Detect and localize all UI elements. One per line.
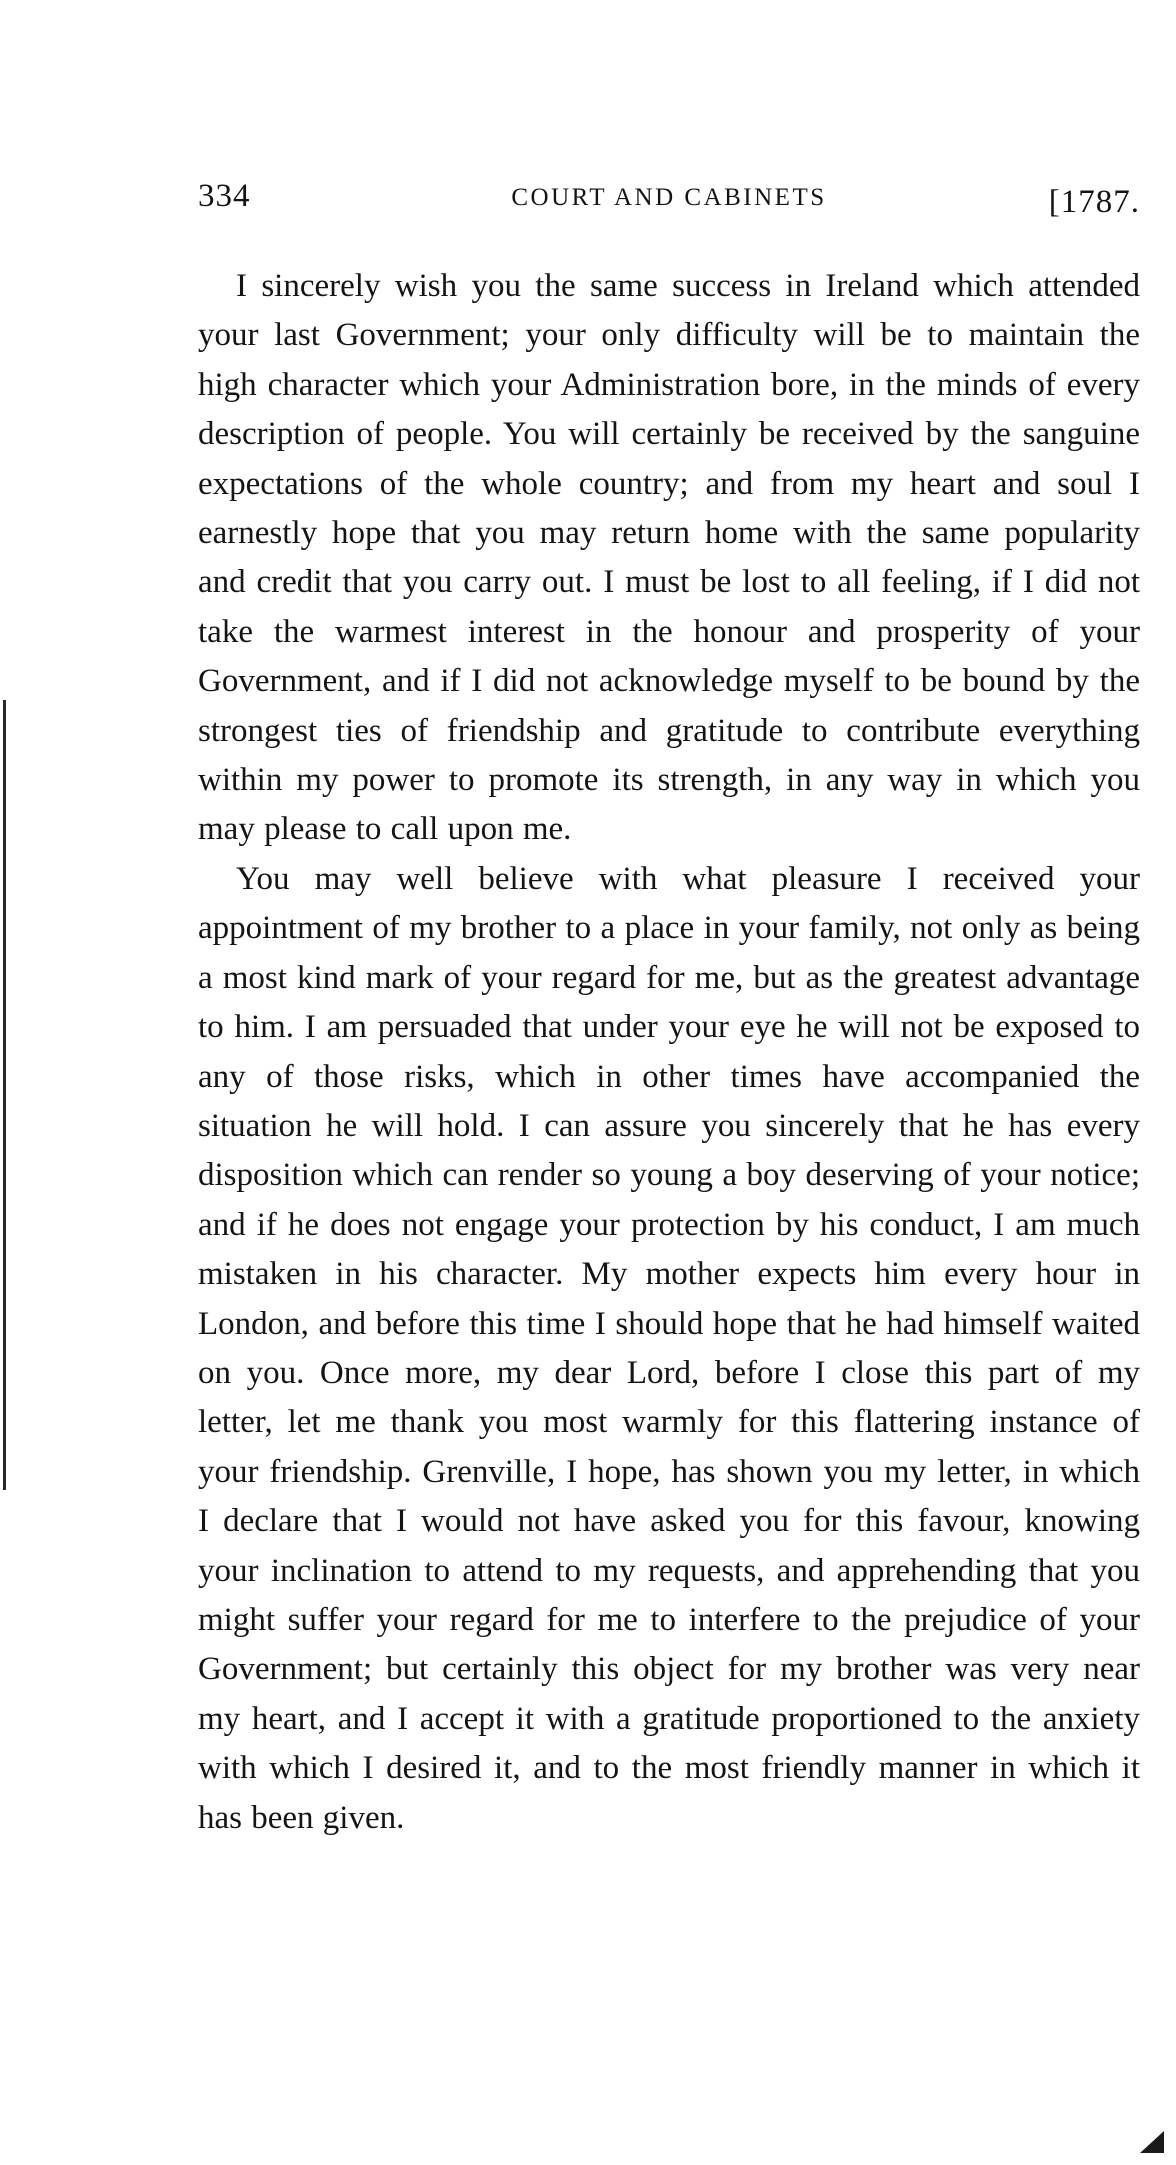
body-text [198, 262, 1140, 1843]
paragraph-1: I sincerely wish you the same success in Ireland which attended your last Government; your only difficulty will be to maintain the high character which your Administration bore, in the minds of every description of people. You will certainly be received by the sanguine expectations of the whole country; and from my heart and soul I earnestly hope that you may return home with the same popularity and credit that you carry out. I must be lost to all feeling, if I did not take the warmest interest in the honour and prosperity of your Government, and if I did not acknowledge myself to be bound by the strongest ties of friendship and gratitude to contribute everything within my power to promote its strength, in any way in which you may please to call upon me. [198, 268, 1140, 848]
scan-margin-line [3, 700, 6, 1490]
running-title: COURT AND CABINETS [511, 184, 827, 211]
paragraph-2: You may well believe with what pleasure I received your appointment of my brother to a place in your family, not only as being a most kind mark of your regard for me, but as the greatest advantage to him. I am persuaded that under your eye he will not be exposed to any of those risks, which in other times have accompanied the situation he will hold. I can assure you sincerely that he has every disposition which can render so young a boy deserving of your notice; and if he does not engage your protection by his conduct, I am much mistaken in his character. My mother expects him every hour in London, and before this time I should hope that he had himself waited on you. Once more, my dear Lord, before I close this part of my letter, let me thank you most warmly for this flattering instance of your friendship. Grenville, I hope, has shown you my letter, in which I declare that I would not have asked you for this favour, knowing your inclination to attend to my requests, and apprehending that you might suffer your regard for me to interfere to the prejudice of your Government; but certainly this object for my brother was very near my heart, and I accept it with a gratitude proportioned to the anxiety with which I desired it, and to the most friendly manner in which it has been given. [198, 860, 1140, 1836]
running-date: [1787. [1048, 184, 1140, 220]
corner-fold-mark [1140, 2131, 1164, 2153]
running-header [198, 178, 1140, 228]
page-number: 334 [198, 178, 251, 214]
